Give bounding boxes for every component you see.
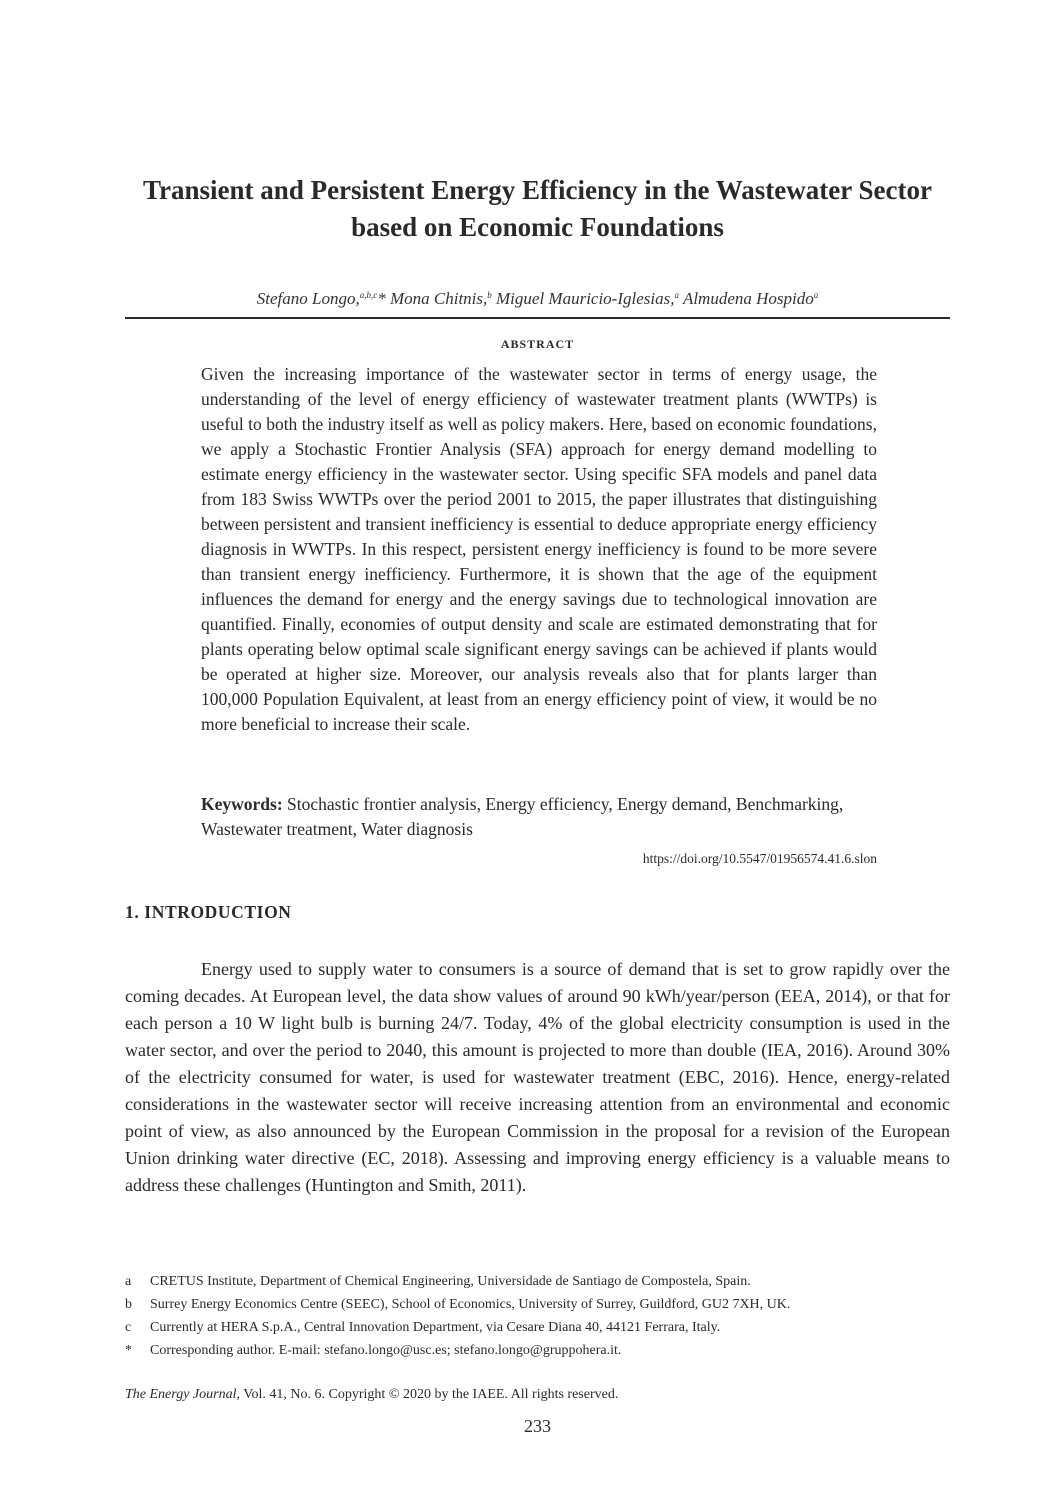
footnote-b: b Surrey Energy Economics Centre (SEEC), School of Economics, University of Surrey, Guildford, GU2 7XH, UK. <box>125 1297 791 1312</box>
footnotes <box>125 1270 950 1362</box>
journal-name: The Energy Journal <box>125 1387 237 1402</box>
header-rule <box>125 317 950 319</box>
author-2: Mona Chitnis,$^b$ <box>389 289 492 308</box>
page-number: 233 <box>524 1416 551 1436</box>
keywords <box>201 792 877 842</box>
author-3: Miguel Mauricio-Iglesias,$^a$ <box>496 289 679 308</box>
paper-title: Transient and Persistent Energy Efficiency in the Wastewater Sector based on Economic Foundations <box>143 175 932 242</box>
abstract-text: Given the increasing importance of the wastewater sector in terms of energy usage, the understanding of the level of energy efficiency of wastewater treatment plants (WWTPs) is useful to both the industry itself as well as policy makers. Here, based on economic foundations, we apply a Stochastic Frontier Analysis (SFA) approach for energy demand modelling to estimate energy efficiency in the wastewater sector. Using specific SFA models and panel data from 183 Swiss WWTPs over the period 2001 to 2015, the paper illustrates that distinguishing between persistent and transient inefficiency is essential to deduce appropriate energy efficiency diagnosis in WWTPs. In this respect, persistent energy inefficiency is found to be more severe than transient energy inefficiency. Furthermore, it is shown that the age of the equipment influences the demand for energy and the energy savings due to technological innovation are quantified. Finally, economies of output density and scale are estimated demonstrating that for plants operating below optimal scale significant energy savings can be achieved if plants would be operated at higher size. Moreover, our analysis reveals also that for plants larger than 100,000 Population Equivalent, at least from an energy efficiency point of view, it would be no more beneficial to increase their scale. <box>201 364 877 734</box>
footnote-c: c Currently at HERA S.p.A., Central Innovation Department, via Cesare Diana 40, 44121 Ferrara, Italy. <box>125 1320 721 1335</box>
doi-link[interactable]: https://doi.org/10.5547/01956574.41.6.slon <box>642 851 877 866</box>
intro-paragraph: Energy used to supply water to consumers is a source of demand that is set to grow rapidly over the coming decades. At European level, the data show values of around 90 kWh/year/person (EEA, 2014), or that for each person a 10 W light bulb is burning 24/7. Today, 4% of the global electricity consumption is used in the water sector, and over the period to 2040, this amount is projected to more than double (IEA, 2016). Around 30% of the electricity consumed for water, is used for wastewater treatment (EBC, 2016). Hence, energy-related considerations in the wastewater sector will receive increasing attention from an environmental and economic point of view, as also announced by the European Commission in the proposal for a revision of the European Union drinking water directive (EC, 2018). Assessing and improving energy efficiency is a valuable means to address these challenges (Huntington and Smith, 2011). <box>125 959 950 1195</box>
footnote-a: a CRETUS Institute, Department of Chemical Engineering, Universidade de Santiago de Compostela, Spain. <box>125 1274 751 1289</box>
author-1: Stefano Longo,$^{a,b,c}$* <box>256 289 390 308</box>
abstract-heading: ABSTRACT <box>500 337 575 351</box>
keywords-text: Stochastic frontier analysis, Energy efficiency, Energy demand, Benchmarking, Wastewater treatment, Water diagnosis <box>201 794 844 839</box>
journal-citation <box>125 1385 950 1405</box>
journal-details: , Vol. 41, No. 6. Copyright © 2020 by the IAEE. All rights reserved. <box>236 1387 619 1402</box>
section-heading: 1. INTRODUCTION <box>125 902 292 922</box>
author-4: Almudena Hospido$^a$ <box>682 289 819 308</box>
footnote-corresponding: * Corresponding author. E-mail: stefano.longo@usc.es; stefano.longo@gruppohera.it. <box>125 1343 622 1358</box>
author-list <box>125 283 950 311</box>
keywords-label: Keywords: <box>201 794 283 814</box>
